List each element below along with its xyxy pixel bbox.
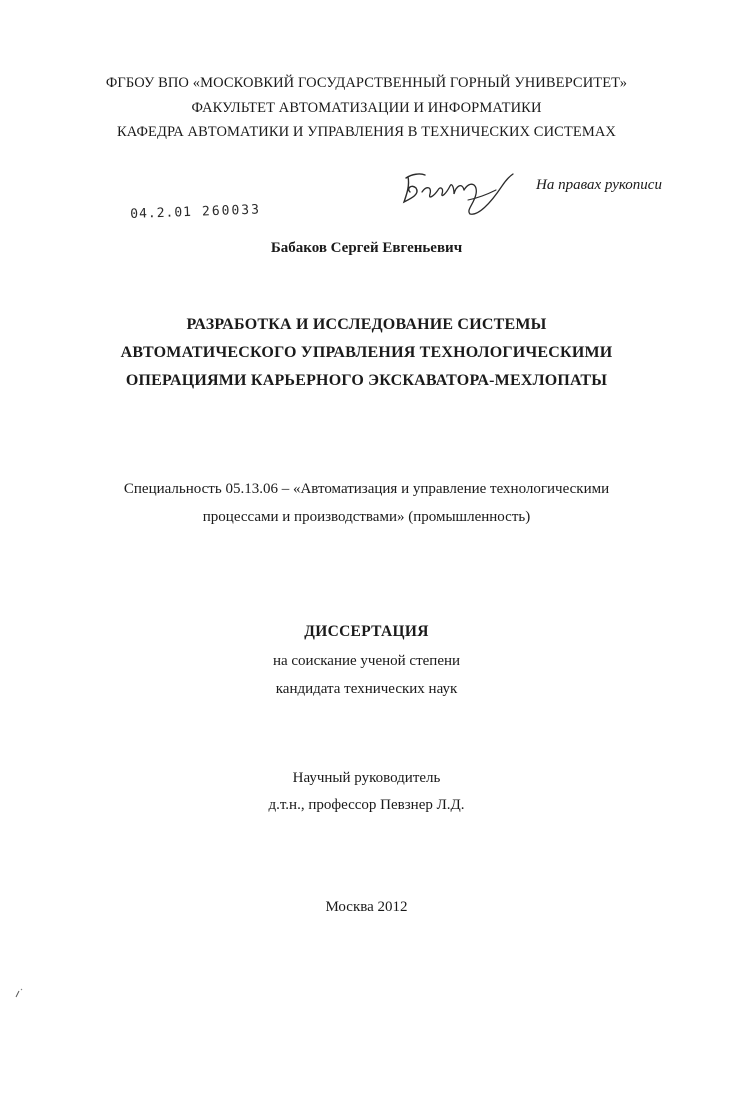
university-name: ФГБОУ ВПО «МОСКОВКИЙ ГОСУДАРСТВЕННЫЙ ГОРНЫЙ УНИВЕРСИТЕТ» <box>105 75 628 91</box>
department-name: КАФЕДРА АВТОМАТИКИ И УПРАВЛЕНИЯ В ТЕХНИЧЕСКИХ СИСТЕМАХ <box>117 124 616 140</box>
faculty-name: ФАКУЛЬТЕТ АВТОМАТИЗАЦИИ И ИНФОРМАТИКИ <box>191 100 542 116</box>
supervisor-label: Научный руководитель <box>292 770 441 786</box>
archive-stamp <box>130 202 261 222</box>
thesis-title-line-3: ОПЕРАЦИЯМИ КАРЬЕРНОГО ЭКСКАВАТОРА-МЕХЛОПАТЫ <box>125 372 608 389</box>
dissertation-heading: ДИССЕРТАЦИЯ <box>304 623 429 640</box>
author-name: Бабаков Сергей Евгеньевич <box>270 240 463 256</box>
specialty-line-2: процессами и производствами» (промышленность) <box>202 509 531 525</box>
scan-mark-icon <box>13 986 27 1000</box>
handwritten-signature <box>398 164 516 218</box>
thesis-title-line-1: РАЗРАБОТКА И ИССЛЕДОВАНИЕ СИСТЕМЫ <box>186 316 547 333</box>
thesis-title-line-2: АВТОМАТИЧЕСКОГО УПРАВЛЕНИЯ ТЕХНОЛОГИЧЕСКИМИ <box>120 344 613 361</box>
place-and-year: Москва 2012 <box>325 899 408 915</box>
supervisor-name: д.т.н., профессор Певзнер Л.Д. <box>268 797 465 813</box>
degree-line-2: кандидата технических наук <box>275 681 458 697</box>
archive-stamp-serial: 260033 <box>201 202 262 220</box>
specialty-line-1: Специальность 05.13.06 – «Автоматизация и управление технологическими <box>123 481 610 497</box>
degree-line-1: на соискание ученой степени <box>272 653 461 669</box>
manuscript-rights-note: На правах рукописи <box>536 177 662 193</box>
archive-stamp-code: 04.2.01 <box>130 204 193 222</box>
